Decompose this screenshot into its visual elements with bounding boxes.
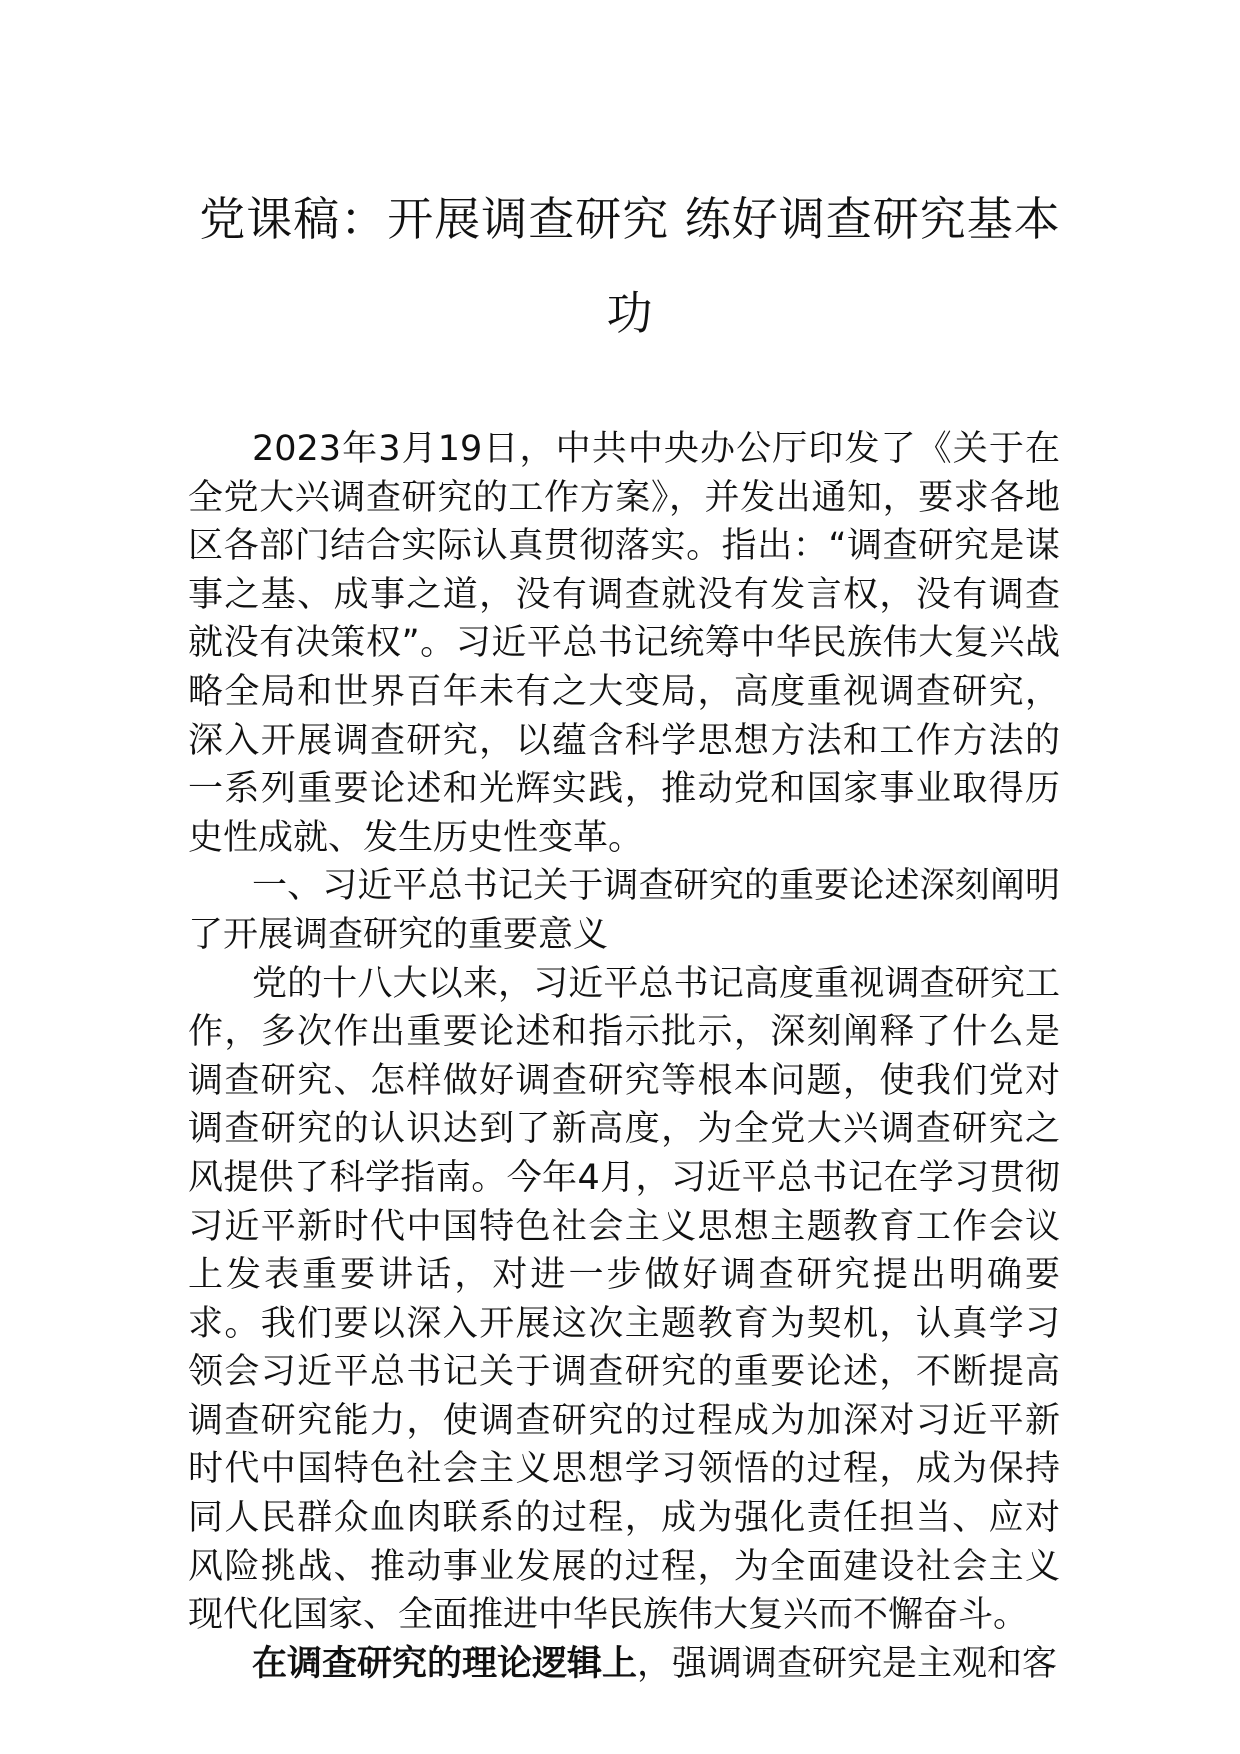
document-body bbox=[188, 425, 1060, 1688]
paragraph-continuation: ，强调调查研究是主观和客 bbox=[637, 1643, 1058, 1684]
document-title-line-1: 党课稿：开展调查研究 练好调查研究基本 bbox=[199, 192, 1061, 246]
document-title-line-2: 功 bbox=[606, 286, 654, 340]
paragraph-intro: 2023年3月19日，中共中央办公厅印发了《关于在全党大兴调查研究的工作方案》，并发出通知，要求各地区各部门结合实际认真贯彻落实。指出：“调查研究是谋事之基、成事之道，没有调查就没有发言权，没有调查就没有决策权”。习近平总书记统筹中华民族伟大复兴战略全局和世界百年未有之大变局，高度重视调查研究，深入开展调查研究，以蕴含科学思想方法和工作方法的一系列重要论述和光辉实践，推动党和国家事业取得历史性成就、发生历史性变革。 bbox=[188, 429, 1060, 858]
paragraph-section-1: 党的十八大以来，习近平总书记高度重视调查研究工作，多次作出重要论述和指示批示，深刻阐释了什么是调查研究、怎样做好调查研究等根本问题，使我们党对调查研究的认识达到了新高度，为全党大兴调查研究之风提供了科学指南。今年4月，习近平总书记在学习贯彻习近平新时代中国特色社会主义思想主题教育工作会议上发表重要讲话，对进一步做好调查研究提出明确要求。我们要以深入开展这次主题教育为契机，认真学习领会习近平总书记关于调查研究的重要论述，不断提高调查研究能力，使调查研究的过程成为加深对习近平新时代中国特色社会主义思想学习领悟的过程，成为保持同人民群众血肉联系的过程，成为强化责任担当、应对风险挑战、推动事业发展的过程，为全面建设社会主义现代化国家、全面推进中华民族伟大复兴而不懈奋斗。 bbox=[188, 963, 1060, 1636]
paragraph-theory-logic bbox=[188, 1640, 1060, 1689]
paragraph-bold-lead: 在调查研究的理论逻辑上 bbox=[252, 1643, 638, 1684]
section-heading-1: 一、习近平总书记关于调查研究的重要论述深刻阐明了开展调查研究的重要意义 bbox=[188, 866, 1060, 955]
